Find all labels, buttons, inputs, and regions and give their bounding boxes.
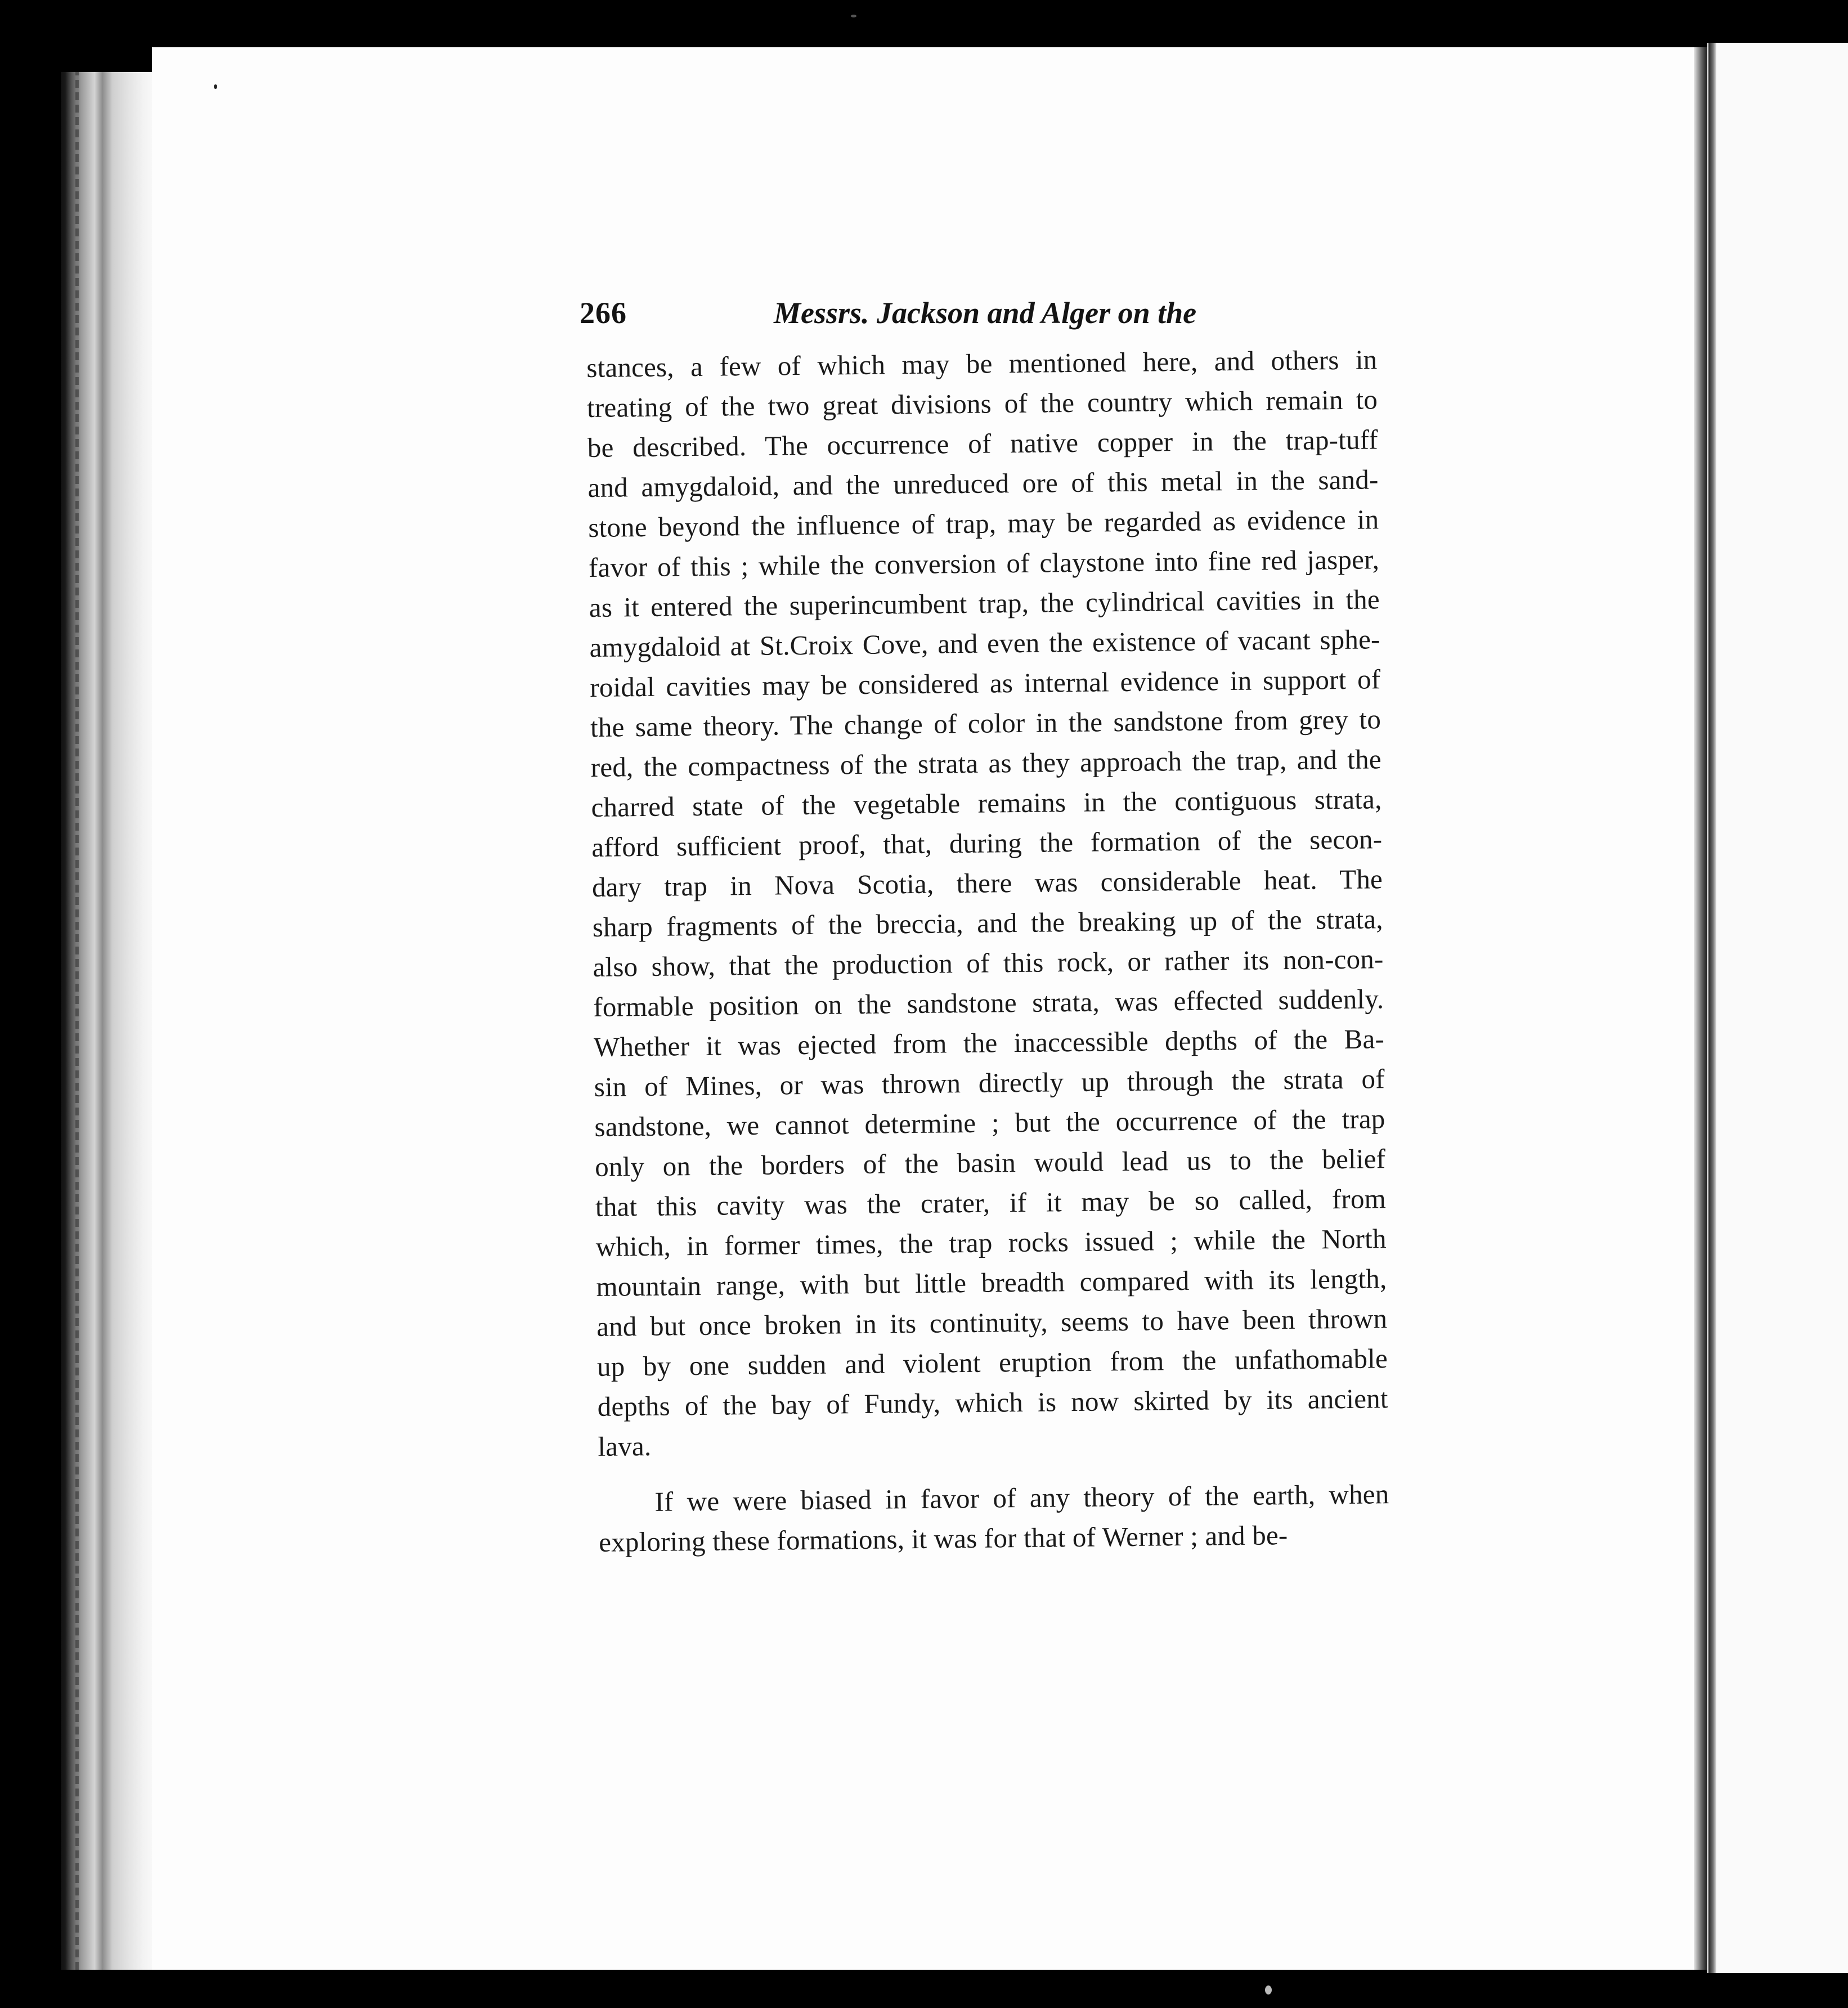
dust-speck — [1265, 1985, 1272, 1994]
body-text — [586, 339, 1389, 1558]
text-line: formable position on the sandstone strata, was effected suddenly. — [593, 983, 1384, 1023]
text-line: lava. — [598, 1430, 652, 1462]
text-line: sharp fragments of the breccia, and the breaking up of the strata, — [592, 903, 1383, 943]
running-head — [580, 295, 1210, 349]
text-line: and but once broken in its continuity, seems to have been thrown — [596, 1303, 1388, 1342]
next-page-edge — [1707, 43, 1848, 1973]
text-line: as it entered the superincumbent trap, the cylindrical cavities in the — [589, 584, 1380, 623]
text-line: favor of this ; while the conversion of claystone into fine red jasper, — [588, 544, 1380, 583]
text-line: stances, a few of which may be mentioned here, and others in — [586, 344, 1378, 383]
text-line: depths of the bay of Fundy, which is now skirted by its ancient — [597, 1383, 1388, 1422]
text-line: mountain range, with but little breadth compared with its length, — [596, 1263, 1387, 1302]
text-line: charred state of the vegetable remains in the contiguous strata, — [591, 783, 1382, 823]
text-line: exploring these formations, it was for that of Werner ; and be- — [598, 1520, 1288, 1558]
text-line: and amygdaloid, and the unreduced ore of this metal in the sand- — [587, 464, 1379, 503]
text-line: also show, that the production of this rock, or rather its non-con- — [593, 943, 1384, 983]
text-line: If we were biased in favor of any theory of the earth, when — [654, 1478, 1389, 1517]
text-line: Whether it was ejected from the inaccessible depths of the Ba- — [593, 1023, 1385, 1063]
dust-speck — [214, 84, 217, 89]
text-line: which, in former times, the trap rocks issued ; while the North — [595, 1223, 1387, 1262]
text-line: amygdaloid at St.Croix Cove, and even the existence of vacant sphe- — [589, 624, 1380, 663]
text-line: treating of the two great divisions of the country which remain to — [586, 384, 1378, 423]
text-line: that this cavity was the crater, if it may be so called, from — [595, 1183, 1387, 1222]
text-line: afford sufficient proof, that, during the formation of the secon- — [591, 823, 1383, 863]
text-line: stone beyond the influence of trap, may be regarded as evidence in — [588, 504, 1379, 543]
text-line: sin of Mines, or was thrown directly up through the strata of — [594, 1063, 1385, 1102]
text-line: the same theory. The change of color in the sandstone from grey to — [590, 703, 1381, 743]
text-line: red, the compactness of the strata as they approach the trap, and the — [590, 743, 1382, 783]
text-line: roidal cavities may be considered as internal evidence in support of — [590, 664, 1381, 703]
next-page-shadow — [1708, 43, 1716, 1973]
text-line: be described. The occurrence of native copper in the trap-tuff — [587, 424, 1379, 463]
text-line: dary trap in Nova Scotia, there was considerable heat. The — [591, 863, 1383, 903]
text-line: up by one sudden and violent eruption from the unfathomable — [596, 1343, 1388, 1382]
page-number: 266 — [580, 296, 627, 330]
text-line: sandstone, we cannot determine ; but the occurrence of the trap — [594, 1103, 1385, 1142]
text-line: only on the borders of the basin would lead us to the belief — [594, 1143, 1386, 1182]
book-edge-stack — [61, 72, 156, 1970]
dust-speck — [851, 15, 856, 17]
page-gutter — [1694, 47, 1707, 1970]
running-head-title: Messrs. Jackson and Alger on the — [774, 296, 1197, 330]
